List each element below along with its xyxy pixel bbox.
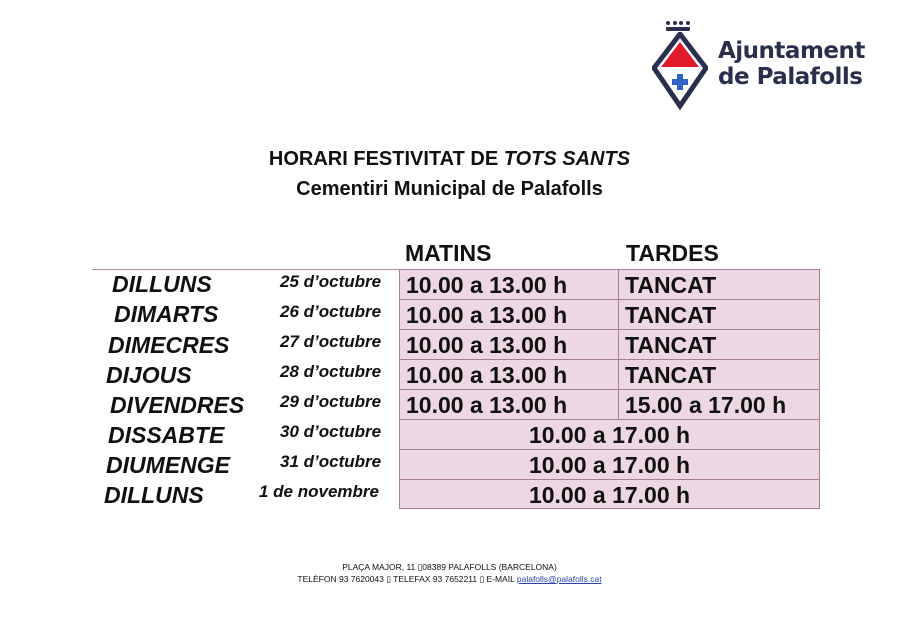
afternoon-hours-cell: TANCAT — [619, 360, 819, 390]
row-date-label: 25 d’octubre — [280, 272, 382, 291]
footer-phone-fax: TELÈFON 93 7620043 ▯ TELEFAX 93 7652211 ▯ E-MAIL — [297, 574, 517, 584]
whole-day-hours-cell: 10.00 a 17.00 h — [528, 482, 691, 508]
title-italic: TOTS SANTS — [503, 148, 631, 170]
logo-line-2: de Palafolls — [718, 64, 863, 90]
morning-hours-cell: 10.00 a 13.00 h — [400, 390, 619, 420]
email-link[interactable]: palafolls@palafolls.cat — [516, 574, 602, 584]
afternoon-hours-cell: TANCAT — [619, 330, 819, 360]
row-date-label: 30 d’octubre — [280, 422, 382, 441]
morning-hours-cell: 10.00 a 13.00 h — [400, 270, 619, 300]
crown-icon — [666, 18, 690, 32]
afternoon-hours-cell: 15.00 a 17.00 h — [619, 390, 819, 420]
morning-hours-cell: 10.00 a 13.00 h — [400, 300, 619, 330]
logo-line-1: Ajuntament — [718, 38, 865, 64]
document-title — [0, 148, 899, 171]
logo-wordmark — [718, 38, 865, 90]
row-date-label: 29 d’octubre — [280, 392, 382, 411]
row-date-label: 28 d’octubre — [280, 362, 382, 381]
row-day-label: DIMECRES — [108, 332, 230, 358]
municipal-logo — [648, 18, 865, 108]
row-date-label: 26 d’octubre — [280, 302, 382, 321]
column-header-afternoon: TARDES — [626, 240, 719, 266]
footer-contact — [0, 573, 899, 585]
morning-hours-cell: 10.00 a 13.00 h — [400, 360, 619, 390]
afternoon-hours-cell: TANCAT — [619, 270, 819, 300]
row-day-label: DILLUNS — [104, 482, 204, 508]
title-prefix: HORARI FESTIVITAT DE — [268, 148, 504, 170]
row-day-label: DILLUNS — [112, 271, 212, 297]
row-day-label: DIJOUS — [106, 362, 192, 388]
whole-day-hours-cell: 10.00 a 17.00 h — [400, 450, 819, 480]
document-subtitle: Cementiri Municipal de Palafolls — [296, 178, 603, 200]
afternoon-hours-cell: TANCAT — [619, 300, 819, 330]
row-date-label: 27 d’octubre — [280, 332, 382, 351]
row-day-label: DISSABTE — [108, 422, 225, 448]
footer-address: PLAÇA MAJOR, 11 ▯08389 PALAFOLLS (BARCELONA) — [342, 562, 557, 572]
row-day-label: DIMARTS — [114, 301, 219, 327]
column-header-morning: MATINS — [405, 240, 492, 266]
shield-diamond-icon — [652, 32, 708, 110]
whole-day-hours-cell: 10.00 a 17.00 h — [400, 420, 819, 450]
schedule-table — [399, 269, 820, 509]
row-date-label: 31 d’octubre — [280, 452, 382, 471]
morning-hours-cell: 10.00 a 13.00 h — [400, 330, 619, 360]
row-date-label: 1 de novembre — [259, 482, 379, 501]
row-day-label: DIUMENGE — [106, 452, 230, 478]
row-day-label: DIVENDRES — [110, 392, 245, 418]
